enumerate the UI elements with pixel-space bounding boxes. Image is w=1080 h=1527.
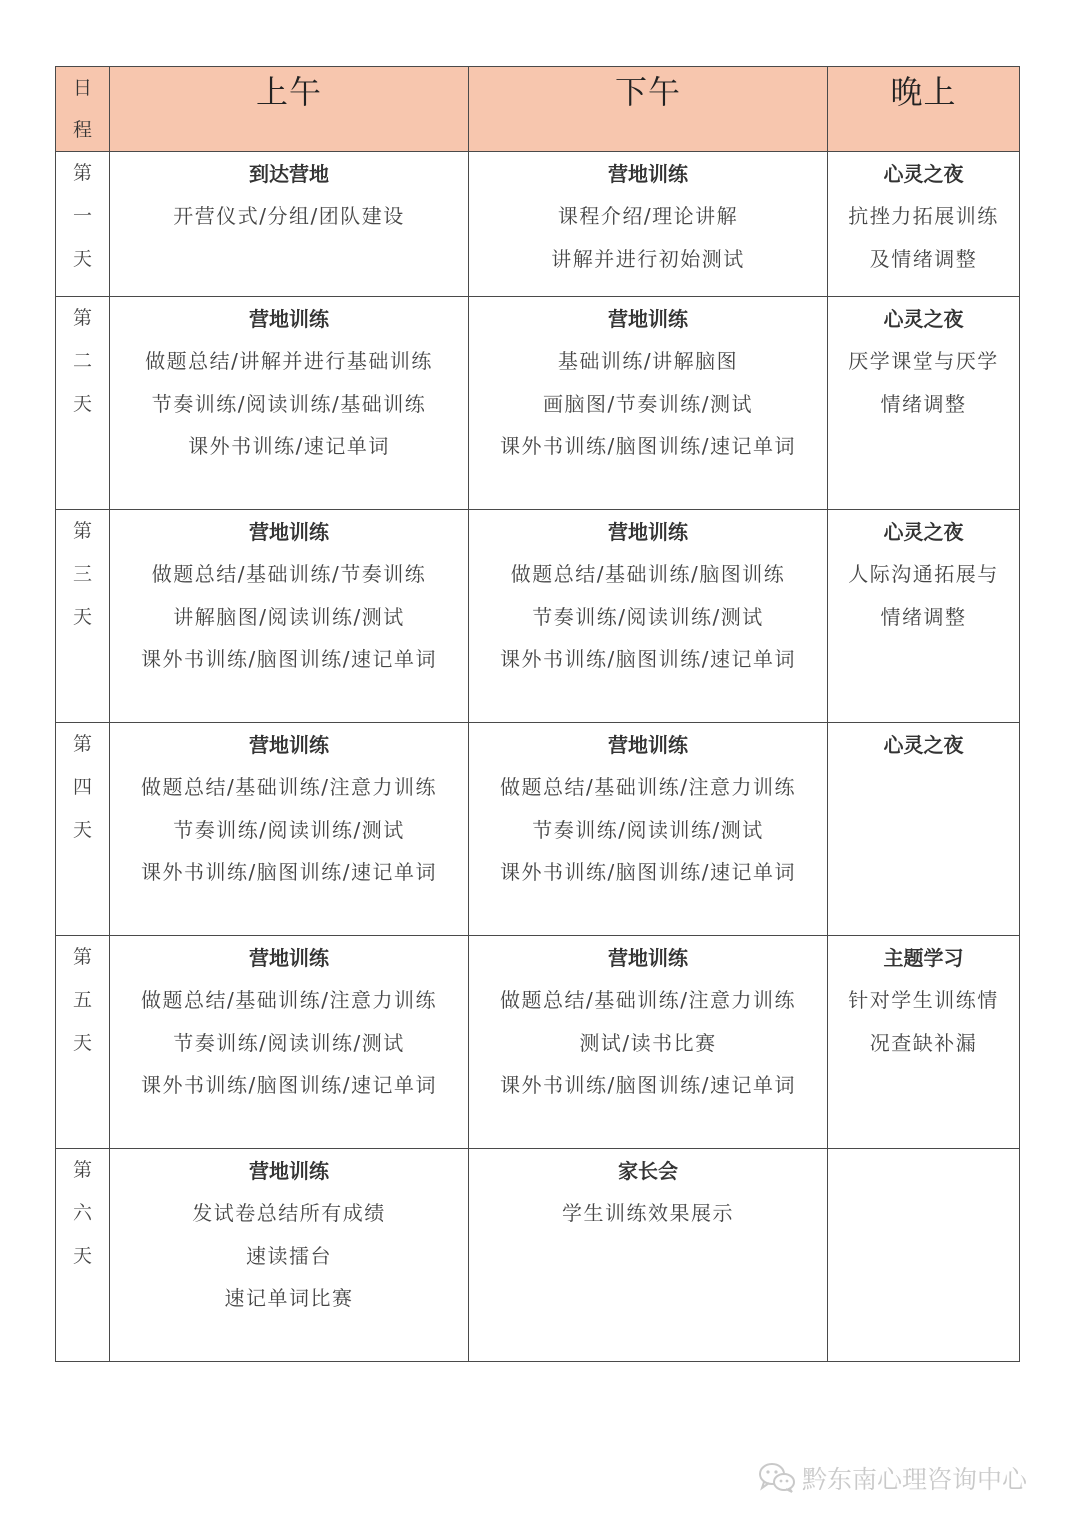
day-cell: [56, 152, 110, 297]
activity-title: 心灵之夜: [883, 162, 964, 186]
activity-line: 速读擂台: [246, 1243, 332, 1268]
activity-line: 情绪调整: [880, 391, 967, 416]
activity-line: 针对学生训练情: [848, 988, 999, 1012]
morning-cell: [110, 1149, 469, 1362]
activity-line: 做题总结/基础训练/脑图训练: [510, 562, 786, 586]
day-cell: [56, 723, 110, 936]
day-label: 第三天: [73, 520, 93, 628]
activity-title: 营地训练: [608, 733, 688, 757]
activity-title: 营地训练: [608, 307, 688, 331]
activity-line: 学生训练效果展示: [562, 1201, 734, 1225]
afternoon-cell: [469, 152, 828, 297]
activity-line: 测试/读书比赛: [579, 1030, 717, 1055]
evening-cell: [828, 152, 1020, 297]
activity-line: 课程介绍/理论讲解: [557, 204, 739, 228]
activity-line: 课外书训练/速记单词: [188, 434, 390, 458]
activity-line: 做题总结/基础训练/注意力训练: [500, 988, 796, 1012]
activity-line: 做题总结/基础训练/注意力训练: [500, 775, 796, 799]
morning-cell: [110, 510, 469, 723]
header-morning-label: 上午: [255, 73, 322, 111]
afternoon-cell: [469, 1149, 828, 1362]
day-label: 第一天: [73, 162, 93, 270]
activity-line: 课外书训练/脑图训练/速记单词: [500, 1073, 796, 1097]
header-evening-cell: [828, 67, 1020, 152]
schedule-body: [56, 152, 1020, 1362]
header-afternoon-cell: [469, 67, 828, 152]
afternoon-cell: [469, 510, 828, 723]
evening-cell: [828, 510, 1020, 723]
activity-line: 课外书训练/脑图训练/速记单词: [141, 860, 437, 884]
activity-line: 基础训练/讲解脑图: [557, 349, 739, 373]
activity-line: 抗挫力拓展训练: [848, 204, 999, 228]
header-afternoon-label: 下午: [614, 73, 681, 111]
activity-title: 家长会: [618, 1159, 678, 1183]
evening-cell: [828, 936, 1020, 1149]
activity-line: 人际沟通拓展与: [848, 562, 999, 586]
table-row: [56, 1149, 1020, 1362]
day-label: 第四天: [73, 733, 93, 841]
activity-title: 营地训练: [608, 520, 688, 544]
activity-line: 课外书训练/脑图训练/速记单词: [141, 1073, 437, 1097]
activity-line: 厌学课堂与厌学: [848, 349, 999, 373]
activity-line: 讲解并进行初始测试: [551, 246, 745, 271]
activity-title: 心灵之夜: [883, 307, 964, 331]
activity-line: 节奏训练/阅读训练/测试: [532, 604, 764, 629]
header-day-cell: [56, 67, 110, 152]
table-row: [56, 152, 1020, 297]
watermark-text: 黔东南心理咨询中心: [802, 1465, 1028, 1494]
activity-line: 节奏训练/阅读训练/测试: [532, 817, 764, 842]
activity-line: 做题总结/基础训练/注意力训练: [141, 775, 437, 799]
evening-cell: [828, 723, 1020, 936]
activity-line: 课外书训练/脑图训练/速记单词: [500, 647, 796, 671]
day-label: 第五天: [73, 946, 93, 1054]
activity-title: 营地训练: [249, 307, 329, 331]
header-day-label: 日程: [73, 77, 93, 141]
schedule-table: [55, 66, 1020, 1362]
table-row: [56, 936, 1020, 1149]
wechat-icon: [758, 1462, 796, 1494]
day-cell: [56, 936, 110, 1149]
activity-line: 课外书训练/脑图训练/速记单词: [500, 434, 796, 458]
header-evening-label: 晚上: [890, 73, 957, 111]
activity-title: 心灵之夜: [883, 733, 964, 757]
day-label: 第六天: [73, 1159, 93, 1267]
header-morning-cell: [110, 67, 469, 152]
table-row: [56, 510, 1020, 723]
activity-line: 速记单词比赛: [224, 1286, 354, 1310]
day-cell: [56, 1149, 110, 1362]
table-row: [56, 297, 1020, 510]
activity-title: 主题学习: [883, 946, 964, 970]
day-label: 第二天: [73, 307, 93, 415]
afternoon-cell: [469, 723, 828, 936]
morning-cell: [110, 152, 469, 297]
activity-line: 发试卷总结所有成绩: [192, 1201, 386, 1225]
activity-line: 讲解脑图/阅读训练/测试: [173, 604, 405, 629]
day-cell: [56, 297, 110, 510]
activity-title: 营地训练: [249, 520, 329, 544]
afternoon-cell: [469, 297, 828, 510]
morning-cell: [110, 297, 469, 510]
activity-title: 营地训练: [608, 162, 688, 186]
activity-title: 营地训练: [249, 946, 329, 970]
activity-line: 节奏训练/阅读训练/测试: [173, 1030, 405, 1055]
activity-title: 营地训练: [608, 946, 688, 970]
activity-line: 节奏训练/阅读训练/基础训练: [151, 391, 427, 416]
evening-cell: [828, 297, 1020, 510]
activity-line: 及情绪调整: [869, 246, 978, 271]
activity-line: 做题总结/基础训练/节奏训练: [151, 562, 427, 586]
activity-line: 况查缺补漏: [869, 1030, 978, 1055]
activity-title: 营地训练: [249, 1159, 329, 1183]
table-row: [56, 723, 1020, 936]
day-cell: [56, 510, 110, 723]
activity-line: 做题总结/基础训练/注意力训练: [141, 988, 437, 1012]
morning-cell: [110, 723, 469, 936]
activity-line: 情绪调整: [880, 604, 967, 629]
activity-title: 到达营地: [249, 162, 329, 186]
activity-line: 课外书训练/脑图训练/速记单词: [500, 860, 796, 884]
activity-line: 开营仪式/分组/团队建设: [173, 204, 405, 228]
header-row: [56, 67, 1020, 152]
evening-cell: [828, 1149, 1020, 1362]
activity-title: 营地训练: [249, 733, 329, 757]
activity-line: 节奏训练/阅读训练/测试: [173, 817, 405, 842]
activity-line: 画脑图/节奏训练/测试: [543, 391, 753, 416]
afternoon-cell: [469, 936, 828, 1149]
activity-line: 做题总结/讲解并进行基础训练: [145, 349, 433, 373]
watermark: [758, 1458, 1027, 1498]
morning-cell: [110, 936, 469, 1149]
activity-line: 课外书训练/脑图训练/速记单词: [141, 647, 437, 671]
activity-title: 心灵之夜: [883, 520, 964, 544]
